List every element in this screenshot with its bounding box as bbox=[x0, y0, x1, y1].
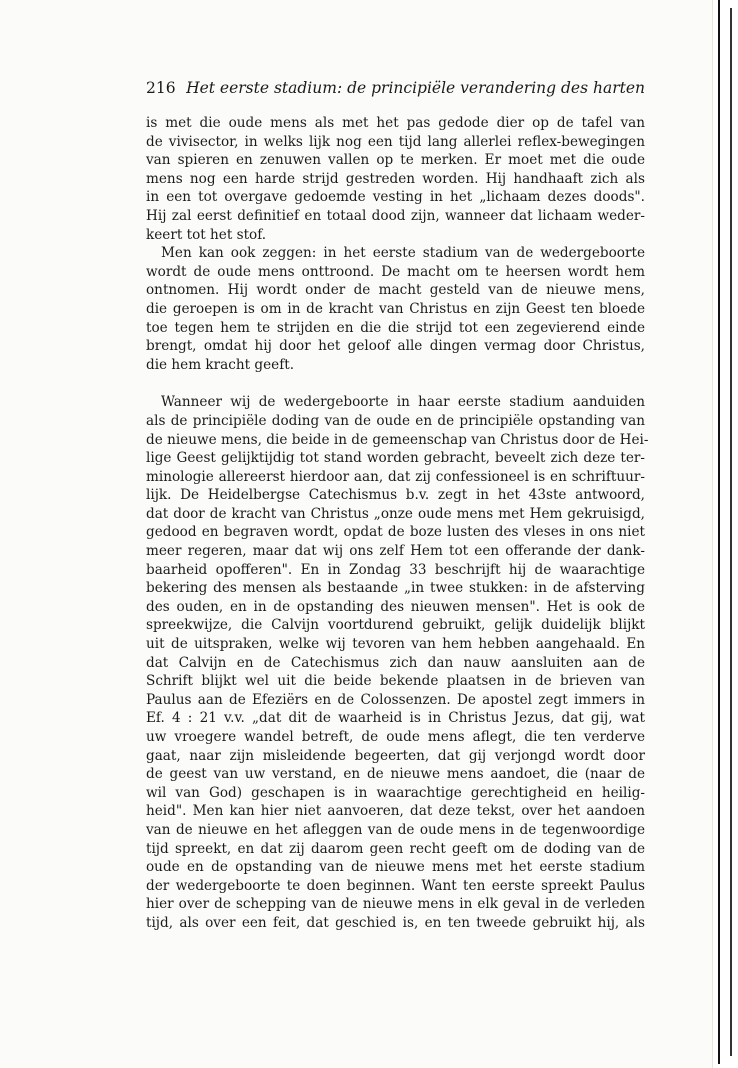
page-edge-shadow bbox=[730, 8, 732, 1056]
text-line: Wanneer wij de wedergeboorte in haar eerste stadium aanduiden bbox=[161, 394, 645, 411]
text-line: Hij zal eerst definitief en totaal dood zijn, wanneer dat lichaam weder- bbox=[146, 207, 645, 224]
text-line: Ef. 4 : 21 v.v. „dat dit de waarheid is in Christus Jezus, dat gij, wat bbox=[146, 710, 645, 727]
text-line: uit de uitspraken, welke wij tevoren van hem hebben aangehaald. En bbox=[146, 636, 645, 653]
text-line: lige Geest gelijktijdig tot stand worden gebracht, beveelt zich deze ter- bbox=[146, 450, 645, 467]
text-line: lijk. De Heidelbergse Catechismus b.v. zegt in het 43ste antwoord, bbox=[146, 487, 645, 504]
text-line: als de principiële doding van de oude en de principiële opstanding van bbox=[146, 412, 645, 429]
text-line: die hem kracht geeft. bbox=[146, 356, 295, 373]
text-line: baarheid opofferen". En in Zondag 33 beschrijft hij de waarachtige bbox=[146, 561, 645, 578]
text-line: spreekwijze, die Calvijn voortdurend gebruikt, gelijk duidelijk blijkt bbox=[146, 617, 645, 634]
text-line: gaat, naar zijn misleidende begeerten, dat gij verjongd wordt door bbox=[146, 747, 645, 764]
text-line: heid". Men kan hier niet aanvoeren, dat deze tekst, over het aandoen bbox=[146, 803, 645, 820]
text-line: hier over de schepping van de nieuwe mens in elk geval in de verleden bbox=[146, 896, 645, 913]
text-line: de vivisector, in welks lijk nog een tijd lang allerlei reflex-bewegingen bbox=[146, 133, 645, 150]
text-line: des ouden, en in de opstanding des nieuwen mensen". Het is ook de bbox=[146, 598, 645, 615]
text-line: de nieuwe mens, die beide in de gemeenschap van Christus door de Hei- bbox=[146, 431, 649, 448]
text-line: der wedergeboorte te doen beginnen. Want ten eerste spreekt Paulus bbox=[146, 877, 645, 894]
text-line: Men kan ook zeggen: in het eerste stadium van de wedergeboorte bbox=[161, 245, 645, 262]
text-line: de geest van uw verstand, en de nieuwe mens aandoet, die (naar de bbox=[146, 766, 645, 783]
text-line: dat door de kracht van Christus „onze oude mens met Hem gekruisigd, bbox=[146, 505, 645, 522]
text-line: van spieren en zenuwen vallen op te merken. Er moet met die oude bbox=[146, 152, 645, 169]
text-line: brengt, omdat hij door het geloof alle dingen vermag door Christus, bbox=[146, 338, 645, 355]
text-line: Paulus aan de Efeziërs en de Colossenzen. De apostel zegt immers in bbox=[146, 691, 645, 708]
text-line: mens nog een harde strijd gestreden worden. Hij handhaaft zich als bbox=[146, 170, 645, 187]
text-line: tijd, als over een feit, dat geschied is, en ten tweede gebruikt hij, als bbox=[146, 914, 645, 931]
text-line: toe tegen hem te strijden en die die strijd tot een zegevierend einde bbox=[146, 319, 645, 336]
text-line: oude en de opstanding van de nieuwe mens met het eerste stadium bbox=[146, 859, 645, 876]
text-line: van de nieuwe en het afleggen van de oude mens in de tegenwoordige bbox=[146, 821, 645, 838]
text-line: gedood en begraven wordt, opdat de boze lusten des vleses in ons niet bbox=[146, 524, 645, 541]
text-line: Schrift blijkt wel uit die beide bekende plaatsen in de brieven van bbox=[146, 673, 645, 690]
page-edge-shadow bbox=[718, 0, 720, 1064]
text-line: uw vroegere wandel betreft, de oude mens aflegt, die ten verderve bbox=[146, 729, 645, 745]
paragraph bbox=[146, 393, 649, 932]
page-number: 216 bbox=[146, 79, 176, 97]
text-line: meer regeren, maar dat wij ons zelf Hem tot een offerande der dank- bbox=[146, 543, 645, 560]
body-text bbox=[146, 114, 649, 933]
paragraph bbox=[146, 244, 645, 374]
text-line: wordt de oude mens onttroond. De macht om te heersen wordt hem bbox=[146, 263, 645, 280]
text-line: ontnomen. Hij wordt onder de macht gesteld van de nieuwe mens, bbox=[146, 282, 645, 299]
text-line: bekering des mensen als bestaande „in twee stukken: in de afsterving bbox=[146, 580, 645, 597]
paragraph bbox=[146, 114, 645, 244]
text-line: die geroepen is om in de kracht van Christus en zijn Geest ten bloede bbox=[146, 300, 645, 317]
section-gap bbox=[146, 374, 645, 393]
text-line: dat Calvijn en de Catechismus zich dan nauw aansluiten aan de bbox=[146, 654, 645, 671]
text-line: minologie allereerst hierdoor aan, dat zij confessioneel is en schriftuur- bbox=[146, 468, 645, 485]
text-line: in een tot overgave gedoemde vesting in het „lichaam dezes doods". bbox=[146, 189, 645, 206]
text-line: tijd spreekt, en dat zij daarom geen recht geeft om de doding van de bbox=[146, 840, 645, 857]
running-title: Het eerste stadium: de principiële verandering des harten bbox=[186, 79, 645, 97]
page-header bbox=[146, 77, 645, 99]
text-line: is met die oude mens als met het pas gedode dier op de tafel van bbox=[146, 115, 645, 131]
text-line: wil van God) geschapen is in waarachtige gerechtigheid en heilig- bbox=[146, 784, 645, 801]
text-line: keert tot het stof. bbox=[146, 226, 267, 243]
